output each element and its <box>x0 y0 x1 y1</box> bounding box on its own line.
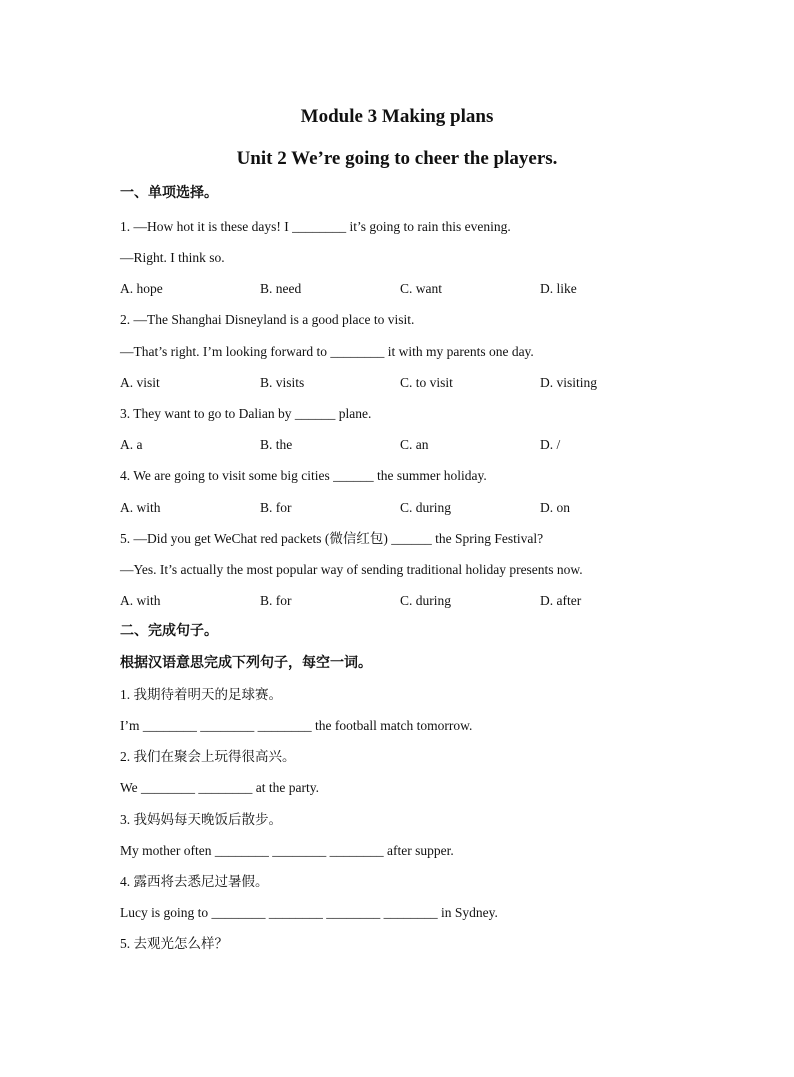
unit-title: Unit 2 We’re going to cheer the players. <box>236 148 558 169</box>
q4-option-d: D. on <box>540 500 570 515</box>
q4-option-b: B. for <box>260 500 292 515</box>
q1-option-a: A. hope <box>120 281 163 296</box>
q2-option-b: B. visits <box>260 375 305 390</box>
s2-item3-chinese: 3. 我妈妈每天晚饭后散步。 <box>120 812 282 827</box>
q4-option-c: C. during <box>400 500 452 515</box>
q2-stem: 2. —The Shanghai Disneyland is a good place to visit. <box>120 312 415 327</box>
q2-reply: —That’s right. I’m looking forward to ________ it with my parents one day. <box>120 344 534 359</box>
q2-option-a: A. visit <box>120 375 160 390</box>
q3-stem: 3. They want to go to Dalian by ______ plane. <box>120 406 372 421</box>
module-title: Module 3 Making plans <box>300 106 494 127</box>
s2-item1-english: I’m ________ ________ ________ the football match tomorrow. <box>120 718 473 733</box>
q1-option-b: B. need <box>260 281 302 296</box>
q3-option-b: B. the <box>260 437 293 452</box>
q5-option-a: A. with <box>120 593 161 608</box>
q2-options <box>120 374 754 392</box>
q1-reply: —Right. I think so. <box>120 250 225 265</box>
q4-stem: 4. We are going to visit some big cities ______ the summer holiday. <box>120 468 487 483</box>
section2-instruction: 根据汉语意思完成下列句子，每空一词。 <box>120 656 372 671</box>
q4-option-a: A. with <box>120 500 161 515</box>
s2-item4-chinese: 4. 露西将去悉尼过暑假。 <box>120 874 269 889</box>
s2-item4-english: Lucy is going to ________ ________ ________ ________ in Sydney. <box>120 905 498 920</box>
q5-option-b: B. for <box>260 593 292 608</box>
section2-heading: 二、完成句子。 <box>120 624 218 639</box>
q1-stem: 1. —How hot it is these days! I ________ it’s going to rain this evening. <box>120 219 511 234</box>
q4-options <box>120 499 754 517</box>
q1-options <box>120 280 754 298</box>
q5-options <box>120 592 754 610</box>
s2-item3-english: My mother often ________ ________ ________ after supper. <box>120 843 454 858</box>
q5-reply: —Yes. It’s actually the most popular way of sending traditional holiday presents now. <box>120 562 583 577</box>
q1-option-d: D. like <box>540 281 577 296</box>
q5-option-d: D. after <box>540 593 582 608</box>
s2-item2-english: We ________ ________ at the party. <box>120 780 319 795</box>
s2-item2-chinese: 2. 我们在聚会上玩得很高兴。 <box>120 749 296 764</box>
q3-options <box>120 436 754 454</box>
q5-option-c: C. during <box>400 593 452 608</box>
q5-stem: 5. —Did you get WeChat red packets (微信红包) ______ the Spring Festival? <box>120 531 544 546</box>
q3-option-d: D. / <box>540 437 561 452</box>
q2-option-c: C. to visit <box>400 375 453 390</box>
s2-item5-chinese: 5. 去观光怎么样？ <box>120 936 228 951</box>
q1-option-c: C. want <box>400 281 442 296</box>
q2-option-d: D. visiting <box>540 375 598 390</box>
q3-option-c: C. an <box>400 437 429 452</box>
s2-item1-chinese: 1. 我期待着明天的足球赛。 <box>120 687 282 702</box>
q3-option-a: A. a <box>120 437 143 452</box>
section1-heading: 一、单项选择。 <box>120 186 218 201</box>
